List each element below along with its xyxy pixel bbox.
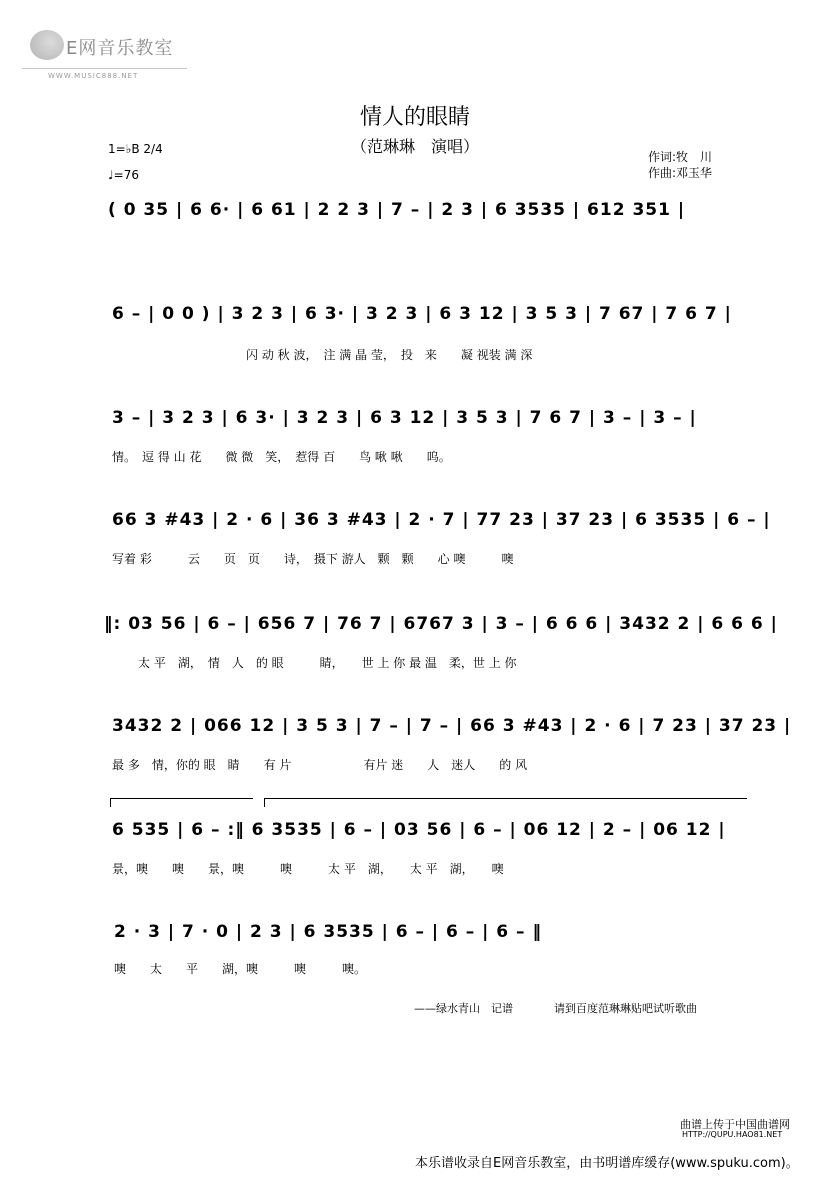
notation-line: 2 · 3 | 7 · 0 | 2 3 | 6 3535 | 6 – | 6 – | 6 – ‖ <box>114 922 542 942</box>
notation-line: 3432 2 | 066 12 | 3 5 3 | 7 – | 7 – | 66 3 #43 | 2 · 6 | 7 23 | 37 23 | <box>112 716 792 736</box>
composer: 作曲:邓玉华 <box>648 166 713 180</box>
volta-bracket-1 <box>110 798 253 807</box>
upload-url: HTTP://QUPU.HAO81.NET <box>682 1130 783 1139</box>
tempo-mark: ♩=76 <box>108 168 139 182</box>
volta-bracket-2 <box>264 798 747 807</box>
lyric-line: 写着 彩 云 页 页 诗， 摄下 游人 颗 颗 心 噢 噢 <box>112 552 514 566</box>
transcriber-credit: ——绿水青山 记谱 <box>414 1002 513 1015</box>
song-title: 情人的眼睛 <box>359 105 470 130</box>
lyric-line: 太 平 湖， 情 人 的 眼 睛， 世 上 你 最 温 柔，世 上 你 <box>138 656 517 670</box>
watermark-logo <box>22 22 187 90</box>
lyric-line: 闪 动 秋 波， 注 满 晶 莹， 投 来 凝 视装 满 深 <box>246 348 533 362</box>
logo-brand: E网音乐教室 <box>66 38 174 59</box>
notation-line: ‖: 03 56 | 6 – | 656 7 | 76 7 | 6767 3 | 3 – | 6 6 6 | 3432 2 | 6 6 6 | <box>104 614 778 634</box>
lyric-line: 景，噢 噢 景，噢 噢 太 平 湖， 太 平 湖， 噢 <box>112 862 504 876</box>
song-subtitle: （范琳琳 演唱） <box>350 137 479 156</box>
notation-line: 6 – | 0 0 ) | 3 2 3 | 6 3· | 3 2 3 | 6 3 12 | 3 5 3 | 7 67 | 7 6 7 | <box>112 304 732 324</box>
logo-url: WWW.MUSIC888.NET <box>48 72 139 80</box>
listen-note: 请到百度范琳琳贴吧试听歌曲 <box>554 1002 697 1015</box>
notation-line: 66 3 #43 | 2 · 6 | 36 3 #43 | 2 · 7 | 77 23 | 37 23 | 6 3535 | 6 – | <box>112 510 771 530</box>
notation-line: 6 535 | 6 – :‖ 6 3535 | 6 – | 03 56 | 6 – | 06 12 | 2 – | 06 12 | <box>112 820 726 840</box>
lyricist: 作词:牧 川 <box>648 150 713 164</box>
lyric-line: 情。 逗 得 山 花 微 微 笑， 惹得 百 鸟 啾 啾 呜。 <box>112 450 451 464</box>
lyric-line: 最 多 情，你的 眼 睛 有 片 有片 迷 人 迷人 的 风 <box>112 758 528 772</box>
logo-divider <box>22 68 187 69</box>
source-note: 本乐谱收录自E网音乐教室，由书明谱库缓存(www.spuku.com)。 <box>415 1156 799 1171</box>
notation-line: ( 0 35 | 6 6· | 6 61 | 2 2 3 | 7 – | 2 3 | 6 3535 | 612 351 | <box>108 200 686 220</box>
lyric-line: 噢 太 平 湖，噢 噢 噢。 <box>114 962 367 976</box>
key-signature: 1=♭B 2/4 <box>108 142 163 156</box>
notation-line: 3 – | 3 2 3 | 6 3· | 3 2 3 | 6 3 12 | 3 5 3 | 7 6 7 | 3 – | 3 – | <box>112 408 697 428</box>
upload-note: 曲谱上传于中国曲谱网 <box>680 1118 790 1131</box>
logo-icon <box>30 30 64 60</box>
